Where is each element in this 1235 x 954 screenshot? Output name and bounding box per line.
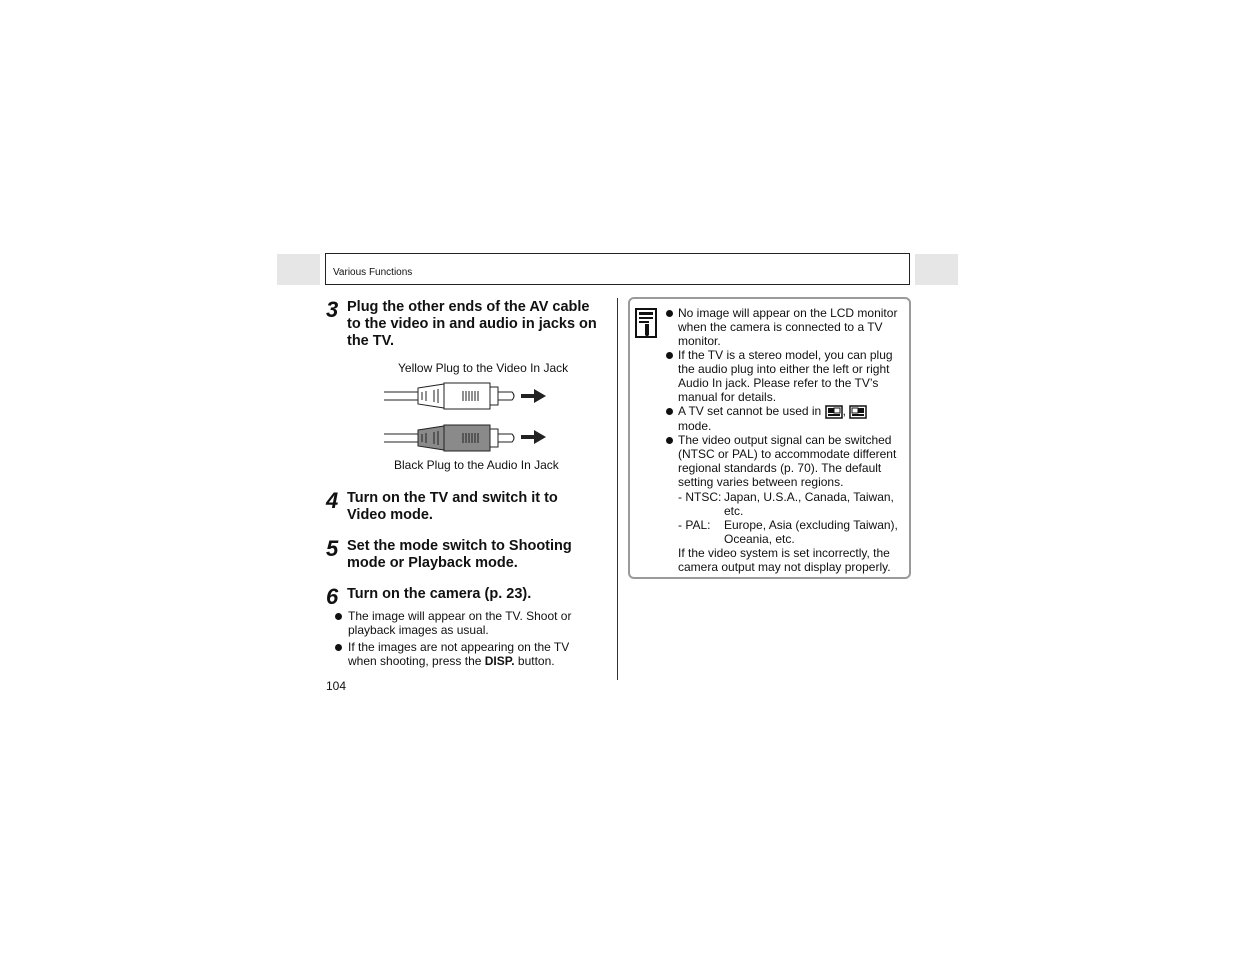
pal-value: Europe, Asia (excluding Taiwan), Oceania, etc. bbox=[724, 517, 898, 546]
list-item bbox=[666, 306, 902, 348]
bullet-icon bbox=[666, 352, 673, 359]
list-item bbox=[335, 640, 597, 668]
step-text: Plug the other ends of the AV cable to the video in and audio in jacks on the TV. bbox=[347, 299, 597, 349]
yellow-plug-caption: Yellow Plug to the Video In Jack bbox=[398, 361, 569, 375]
list-item bbox=[666, 348, 902, 404]
arrow-right-icon bbox=[521, 389, 546, 403]
disp-button-label: DISP. bbox=[484, 654, 515, 668]
step-6 bbox=[326, 584, 601, 609]
bullet-text: If the images are not appearing on the TV when shooting, press the bbox=[348, 640, 570, 668]
bullet-icon bbox=[666, 437, 673, 444]
bullet-icon bbox=[666, 408, 673, 415]
black-plug-caption: Black Plug to the Audio In Jack bbox=[394, 458, 559, 472]
stitch-assist-mode-icon bbox=[825, 405, 843, 419]
left-edge-tab bbox=[277, 254, 320, 285]
step-number: 6 bbox=[326, 584, 339, 609]
section-header bbox=[325, 253, 910, 285]
ntsc-row bbox=[666, 490, 902, 518]
note-text: A TV set cannot be used in bbox=[678, 404, 822, 418]
bullet-icon bbox=[335, 644, 342, 651]
step-6-bullets bbox=[335, 609, 597, 671]
step-text: Turn on the TV and switch it to Video mode. bbox=[347, 490, 558, 523]
section-title: Various Functions bbox=[333, 267, 413, 278]
rca-plug-illustration bbox=[384, 380, 554, 456]
ntsc-label: - NTSC: bbox=[678, 489, 722, 504]
ntsc-value: Japan, U.S.A., Canada, Taiwan, etc. bbox=[724, 489, 894, 518]
column-divider bbox=[617, 298, 618, 680]
note-icon bbox=[635, 308, 657, 338]
note-box bbox=[628, 297, 911, 579]
step-text: Set the mode switch to Shooting mode or Playback mode. bbox=[347, 538, 572, 571]
step-3 bbox=[326, 299, 601, 350]
black-plug-icon bbox=[384, 425, 514, 451]
yellow-plug-icon bbox=[384, 383, 514, 409]
step-4 bbox=[326, 490, 601, 524]
bullet-text: The image will appear on the TV. Shoot or playback images as usual. bbox=[348, 609, 572, 637]
note-text: No image will appear on the LCD monitor when the camera is connected to a TV monitor. bbox=[678, 306, 898, 348]
step-number: 5 bbox=[326, 536, 339, 561]
bullet-icon bbox=[335, 613, 342, 620]
note-footer: If the video system is set incorrectly, the camera output may not display properly. bbox=[678, 545, 891, 574]
pal-row bbox=[666, 518, 902, 546]
pal-label: - PAL: bbox=[678, 517, 711, 532]
note-separator: , bbox=[842, 404, 846, 418]
note-text: The video output signal can be switched (NTSC or PAL) to accommodate different regional standards (p. 70). The default setting varies between regions. bbox=[678, 432, 897, 489]
list-item bbox=[666, 404, 902, 433]
note-text: If the TV is a stereo model, you can plug the audio plug into either the left or right Audio In jack. Please refer to the TV’s manual for details. bbox=[678, 348, 893, 404]
step-number: 4 bbox=[326, 488, 339, 513]
arrow-right-icon bbox=[521, 430, 546, 444]
list-item bbox=[666, 433, 902, 489]
note-list bbox=[666, 306, 902, 574]
page-number: 104 bbox=[326, 679, 347, 693]
right-edge-tab bbox=[915, 254, 958, 285]
note-text-end: mode. bbox=[678, 418, 712, 433]
list-item bbox=[335, 609, 597, 637]
step-number: 3 bbox=[326, 297, 339, 322]
step-text: Turn on the camera (p. 23). bbox=[347, 586, 532, 602]
bullet-text-end: button. bbox=[514, 654, 555, 668]
movie-mode-icon bbox=[849, 405, 867, 419]
step-5 bbox=[326, 538, 601, 572]
bullet-icon bbox=[666, 310, 673, 317]
